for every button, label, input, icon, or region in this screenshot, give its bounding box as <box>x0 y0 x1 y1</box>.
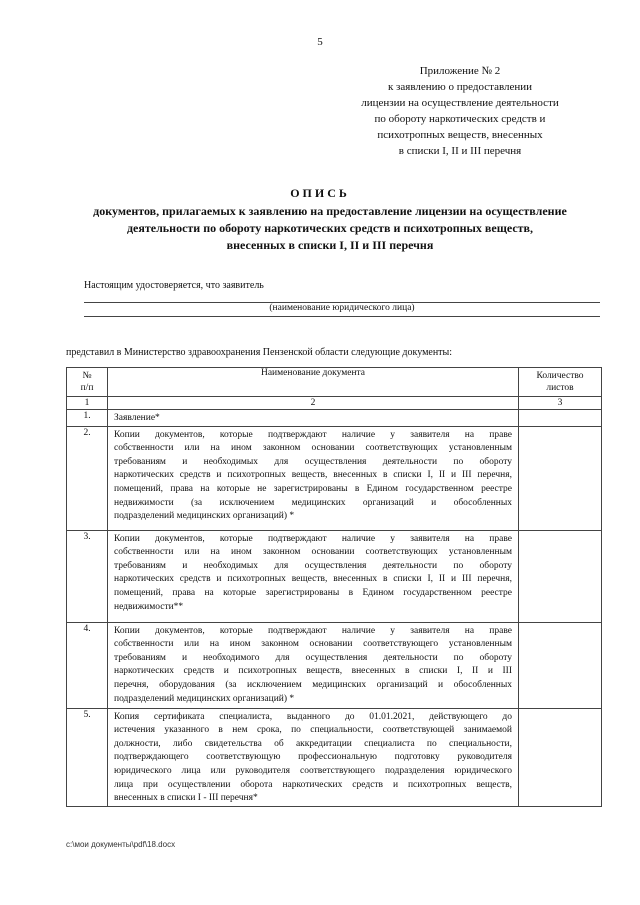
row-sheet-count[interactable] <box>519 426 602 530</box>
row-document-name <box>108 530 519 622</box>
document-name-line: собственности или на ином законном основании соответствующего установленным <box>114 639 512 650</box>
document-name-line: помещений, права на которые не зарегистрированы в Едином государственном реестре <box>114 483 512 494</box>
column-number: 1 <box>67 397 108 410</box>
legal-entity-label: (наименование юридического лица) <box>269 303 415 313</box>
table-header-row <box>67 368 602 397</box>
header-count-line: листов <box>546 383 574 393</box>
row-document-name <box>108 622 519 708</box>
appendix-line: лицензии на осуществление деятельности <box>361 97 559 109</box>
row-number: 5. <box>67 708 108 806</box>
appendix-line: по обороту наркотических средств и <box>374 113 546 125</box>
document-name-line: требованиям и необходимых для осуществления деятельности по обороту <box>114 456 512 467</box>
document-name-line: требованиям и необходимых для осуществления деятельности по обороту <box>114 560 512 571</box>
table-row <box>67 426 602 530</box>
header-num-line: п/п <box>80 383 94 393</box>
document-name-line: Копия сертификата специалиста, выданного до 01.01.2021, действующего до <box>114 711 512 722</box>
document-name-line: наркотических средств и психотропных веществ, внесенных в списки I, II и III перечня, <box>114 574 512 585</box>
document-name-line: помещений, права на которые зарегистрированы в Едином государственном реестре <box>114 587 512 598</box>
table-row <box>67 530 602 622</box>
appendix-block <box>330 63 590 159</box>
row-number: 2. <box>67 426 108 530</box>
column-number: 2 <box>108 397 519 410</box>
document-title: ОПИСЬ <box>290 186 350 200</box>
certify-text: Настоящим удостоверяется, что заявитель <box>84 280 264 291</box>
document-name-line: должности, либо свидетельства об аккредитации специалиста по специальности, <box>114 738 512 749</box>
document-name-line: Копии документов, которые подтверждают наличие у заявителя на праве <box>114 625 512 636</box>
document-name-line: юридического лица или руководителя соответствующего подразделения юридического <box>114 765 512 776</box>
document-name-line: собственности или на ином законном основании соответствующих установленным <box>114 547 512 558</box>
document-name-line: лица при осуществлении оборота наркотических средств и психотропных веществ, <box>114 779 512 790</box>
row-number: 4. <box>67 622 108 708</box>
legal-entity-caption <box>84 302 600 314</box>
row-number: 3. <box>67 530 108 622</box>
appendix-line: к заявлению о предоставлении <box>387 81 533 93</box>
document-name-line: собственности или на ином законном основании соответствующих установленным <box>114 443 512 454</box>
row-sheet-count[interactable] <box>519 530 602 622</box>
caption-underline <box>84 316 600 317</box>
header-num <box>67 368 108 397</box>
column-number-row <box>67 397 602 410</box>
table-body <box>67 410 602 807</box>
document-name-line: подразделений медицинских организаций) * <box>114 693 295 704</box>
document-name-line: Копии документов, которые подтверждают наличие у заявителя на праве <box>114 429 512 440</box>
row-sheet-count[interactable] <box>519 410 602 427</box>
document-name-line: истечения указанного в нем срока, по специальности, соответствующей занимаемой <box>114 725 512 736</box>
document-name-line: наркотических средств и психотропных веществ, внесенных в списки I, II и III <box>114 666 512 677</box>
header-count-line: Количество <box>536 371 584 381</box>
row-document-name <box>108 426 519 530</box>
appendix-line: в списки I, II и III перечня <box>398 145 522 157</box>
document-name-line: подразделений медицинских организаций) * <box>114 511 295 522</box>
column-number: 3 <box>519 397 602 410</box>
document-name-line: Копии документов, которые подтверждают наличие у заявителя на праве <box>114 533 512 544</box>
table-row <box>67 622 602 708</box>
document-name-line: подтверждающего соответствующую профессиональную подготовку руководителя <box>114 752 512 763</box>
appendix-line: психотропных веществ, внесенных <box>377 129 543 141</box>
table-row <box>67 410 602 427</box>
table-row <box>67 708 602 806</box>
subtitle-line: внесенных в списки I, II и III перечня <box>226 238 434 252</box>
subtitle-line: деятельности по обороту наркотических средств и психотропных веществ, <box>126 221 534 235</box>
header-name: Наименование документа <box>108 368 519 397</box>
document-name-line: перечня, оборудования (за исключением медицинских организаций и обособленных <box>114 679 512 690</box>
document-name-line: требованиям и необходимого для осуществления деятельности по обороту <box>114 652 512 663</box>
page-number: 5 <box>317 36 323 48</box>
row-document-name <box>108 410 519 427</box>
document-subtitle <box>60 203 600 254</box>
document-name-line: наркотических средств и психотропных веществ, внесенных в списки I, II и III перечня, <box>114 470 512 481</box>
subtitle-line: документов, прилагаемых к заявлению на предоставление лицензии на осуществление <box>93 204 567 218</box>
document-name-line: недвижимости** <box>114 601 184 612</box>
row-sheet-count[interactable] <box>519 708 602 806</box>
row-document-name <box>108 708 519 806</box>
file-path-footer: c:\мои документы\pdf\18.docx <box>66 840 176 849</box>
row-sheet-count[interactable] <box>519 622 602 708</box>
document-name-line: недвижимости (за исключением медицинских организаций и обособленных <box>114 497 512 508</box>
header-num-line: № <box>82 371 92 381</box>
documents-table <box>66 367 602 807</box>
document-name-line: Заявление* <box>114 413 160 423</box>
header-count <box>519 368 602 397</box>
appendix-line: Приложение № 2 <box>419 65 501 77</box>
row-number: 1. <box>67 410 108 427</box>
presented-text: представил в Министерство здравоохранения Пензенской области следующие документы: <box>66 347 453 358</box>
document-name-line: внесенных в списки I - III перечня* <box>114 793 258 804</box>
